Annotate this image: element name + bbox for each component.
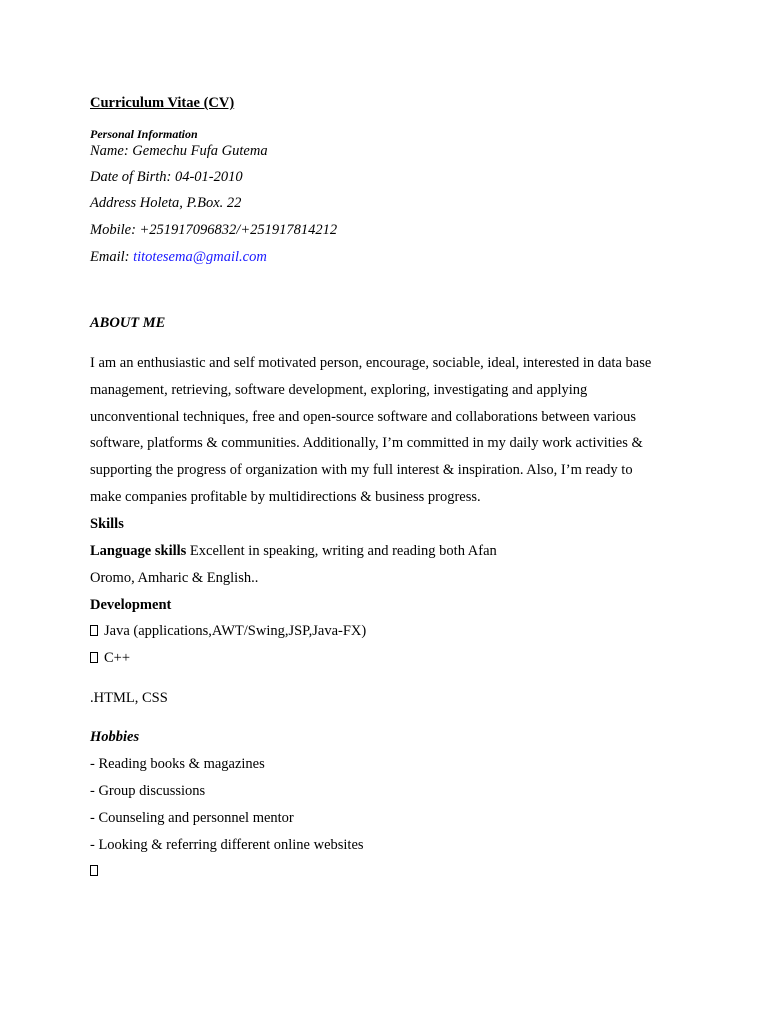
hobbies-heading: Hobbies [90, 729, 140, 745]
development-item [90, 649, 130, 667]
development-heading: Development [90, 597, 172, 613]
skills-heading: Skills [90, 516, 124, 532]
hobby-item: - Counseling and personnel mentor [90, 810, 294, 826]
development-item-label: C++ [104, 650, 131, 666]
language-skills-label: Language skills [90, 543, 187, 559]
language-skills-line-2: Oromo, Amharic & English.. [90, 570, 259, 586]
email-line [90, 248, 267, 266]
about-heading: ABOUT ME [90, 315, 166, 331]
hobby-item: - Looking & referring different online websites [90, 837, 364, 853]
web-skills-line: .HTML, CSS [90, 690, 168, 706]
email-link[interactable]: titotesema@gmail.com [133, 249, 267, 265]
address-line: Address Holeta, P.Box. 22 [90, 195, 242, 211]
hobby-item: - Reading books & magazines [90, 756, 265, 772]
trailing-bullet [90, 862, 104, 880]
about-line-4: software, platforms & communities. Additionally, I’m committed in my daily work activities & [90, 435, 643, 451]
email-label: Email: [90, 249, 134, 265]
about-line-1: I am an enthusiastic and self motivated person, encourage, sociable, ideal, interested in data base [90, 355, 652, 371]
about-line-3: unconventional techniques, free and open-source software and collaborations between various [90, 409, 636, 425]
document-title: Curriculum Vitae (CV) [90, 95, 235, 111]
development-item [90, 622, 366, 640]
about-line-2: management, retrieving, software development, exploring, investigating and applying [90, 382, 588, 398]
name-line: Name: Gemechu Fufa Gutema [90, 143, 268, 159]
language-skills-line [90, 542, 497, 560]
hobby-item: - Group discussions [90, 783, 206, 799]
mobile-line: Mobile: +251917096832/+251917814212 [90, 222, 338, 238]
development-item-label: Java (applications,AWT/Swing,JSP,Java-FX) [104, 623, 367, 639]
personal-info-heading: Personal Information [90, 127, 198, 141]
bullet-box-icon [90, 652, 98, 663]
about-line-6: make companies profitable by multidirections & business progress. [90, 489, 481, 505]
language-skills-text: Excellent in speaking, writing and reading both Afan [186, 543, 497, 559]
bullet-box-icon [90, 625, 98, 636]
dob-line: Date of Birth: 04-01-2010 [90, 169, 243, 185]
bullet-box-icon [90, 865, 98, 876]
about-line-5: supporting the progress of organization with my full interest & inspiration. Also, I’m ready to [90, 462, 633, 478]
